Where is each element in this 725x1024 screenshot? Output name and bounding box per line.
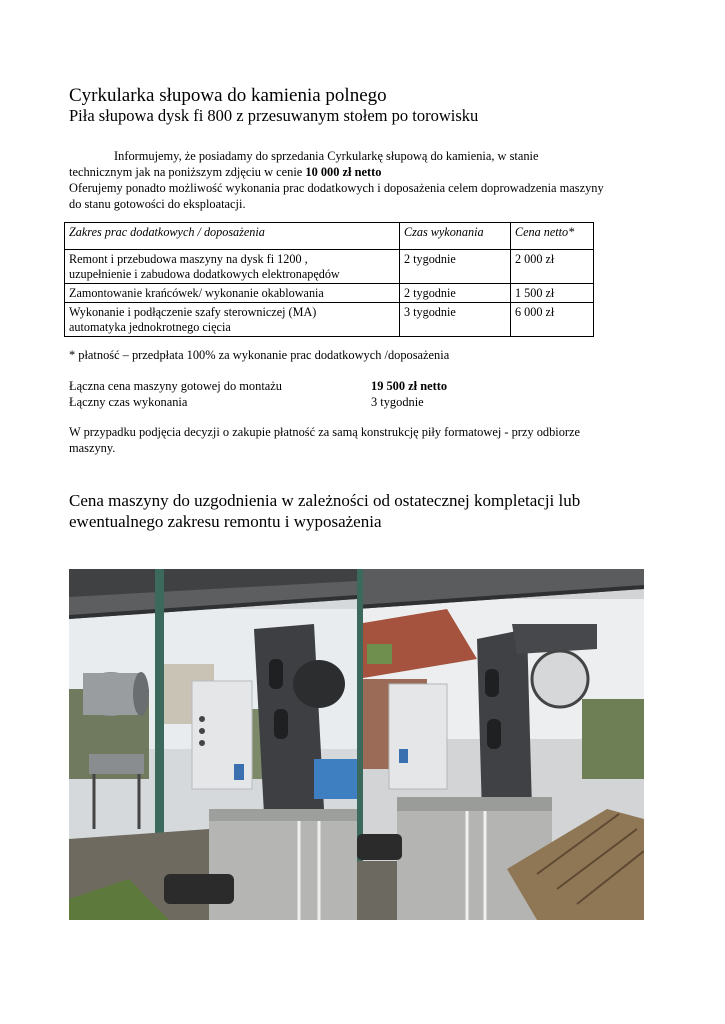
table-cell-time: 2 tygodnie [400, 284, 511, 303]
scope-line: Wykonanie i podłączenie szafy sterowniczej (MA) [69, 305, 317, 319]
scope-line: Remont i przebudowa maszyny na dysk fi 1200 , [69, 252, 308, 266]
table-header-scope: Zakres prac dodatkowych / doposażenia [65, 223, 400, 250]
intro-line-2 [69, 164, 659, 180]
intro-paragraph [69, 148, 659, 212]
summary-row-time [69, 394, 569, 410]
table-header-time: Czas wykonania [400, 223, 511, 250]
scope-line: uzupełnienie i zabudowa dodatkowych elektronapędów [69, 267, 340, 281]
table-row [65, 303, 594, 337]
table-cell-scope [65, 250, 400, 284]
page-title: Cyrkularka słupowa do kamienia polnego [69, 85, 387, 106]
table-cell-time: 3 tygodnie [400, 303, 511, 337]
machine-photo-right [357, 569, 644, 920]
table-row [65, 250, 594, 284]
summary-row-price [69, 378, 569, 394]
table-header-row [65, 223, 594, 250]
table-cell-price: 6 000 zł [511, 303, 594, 337]
total-price-value: 19 500 zł netto [371, 379, 448, 393]
intro-line-1: Informujemy, że posiadamy do sprzedania Cyrkularkę słupową do kamienia, w stanie [114, 149, 539, 163]
note-line-1: W przypadku podjęcia decyzji o zakupie płatność za samą konstrukcję piły formatowej - przy odbiorze [69, 425, 581, 439]
closing-line-2: ewentualnego zakresu remontu i wyposażenia [69, 512, 382, 531]
table-header-price: Cena netto* [511, 223, 594, 250]
closing-statement [69, 490, 580, 532]
intro-line-3: Oferujemy ponadto możliwość wykonania prac dodatkowych i doposażenia celem doprowadzenia maszyny [69, 181, 604, 195]
table-cell-price: 1 500 zł [511, 284, 594, 303]
scope-line: Zamontowanie krańcówek/ wykonanie okablowania [69, 286, 324, 300]
table-cell-scope [65, 284, 400, 303]
table-cell-price: 2 000 zł [511, 250, 594, 284]
table-cell-scope [65, 303, 400, 337]
intro-line-4: do stanu gotowości do eksploatacji. [69, 197, 246, 211]
table-cell-time: 2 tygodnie [400, 250, 511, 284]
closing-line-1: Cena maszyny do uzgodnienia w zależności od ostatecznej kompletacji lub [69, 491, 581, 510]
total-time-value: 3 tygodnie [371, 395, 424, 409]
payment-note [69, 424, 659, 456]
total-price-label: Łączna cena maszyny gotowej do montażu [69, 379, 282, 393]
summary-block [69, 378, 569, 410]
payment-footnote: * płatność – przedpłata 100% za wykonanie prac dodatkowych /doposażenia [69, 348, 450, 362]
scope-line: automatyka jednokrotnego cięcia [69, 320, 231, 334]
note-line-2: maszyny. [69, 441, 116, 455]
machine-price: 10 000 zł netto [305, 165, 382, 179]
machine-photo-left [69, 569, 357, 920]
intro-line-2-text: technicznym jak na poniższym zdjęciu w cenie [69, 165, 306, 179]
works-table [64, 222, 594, 337]
total-time-label: Łączny czas wykonania [69, 395, 188, 409]
page-subtitle: Piła słupowa dysk fi 800 z przesuwanym stołem po torowisku [69, 106, 479, 125]
table-row [65, 284, 594, 303]
